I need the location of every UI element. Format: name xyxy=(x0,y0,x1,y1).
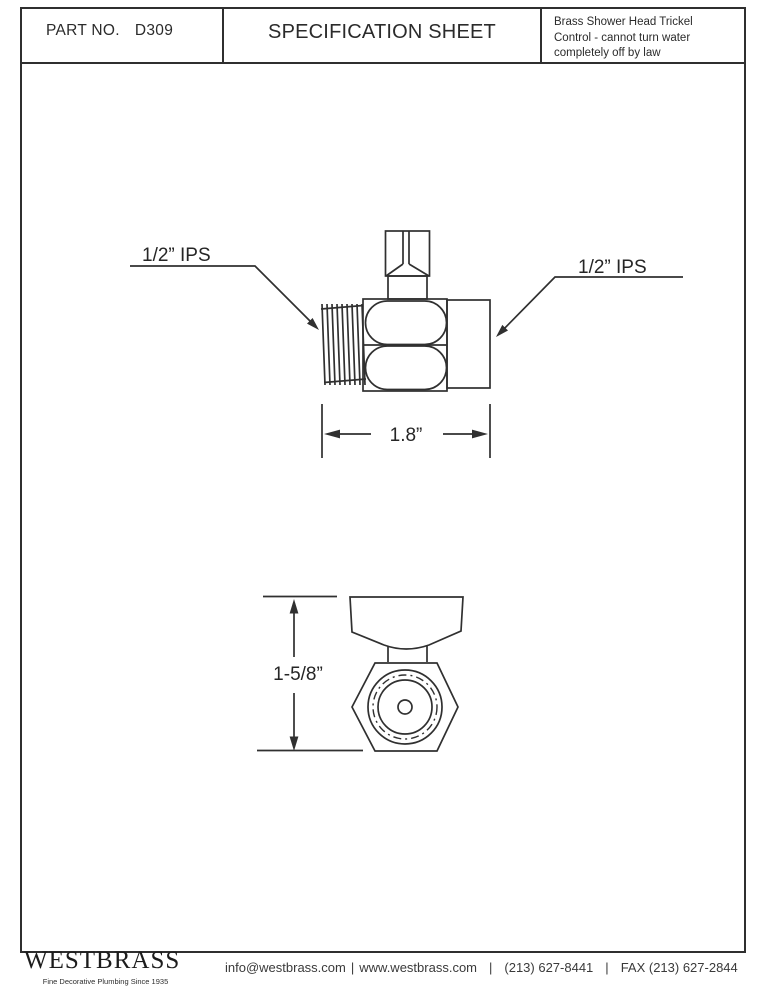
height-arrow-down xyxy=(290,737,299,752)
height-dimension-label: 1-5/8” xyxy=(273,664,323,685)
stem-detail-lines xyxy=(386,231,429,276)
left-leader-line xyxy=(130,266,316,327)
face-inner-circle xyxy=(378,680,432,734)
contact-phone: (213) 627-8441 xyxy=(504,960,594,975)
right-leader-line xyxy=(498,277,683,335)
brand-tagline: Fine Decorative Plumbing Since 1935 xyxy=(42,977,169,986)
contact-line xyxy=(225,960,738,975)
width-arrow-left xyxy=(324,430,340,439)
left-port-label: 1/2” IPS xyxy=(142,245,211,266)
handle-outline xyxy=(350,597,463,649)
face-thread-circle xyxy=(373,675,437,739)
outlet-block xyxy=(447,300,490,388)
part-number-value: D309 xyxy=(134,22,174,39)
contact-website: www.westbrass.com xyxy=(359,960,477,975)
face-outer-circle xyxy=(368,670,442,744)
contact-separator: | xyxy=(605,960,609,975)
face-orifice-circle xyxy=(398,700,412,714)
contact-email: info@westbrass.com xyxy=(225,960,346,975)
width-dimension-label: 1.8” xyxy=(389,425,423,446)
contact-fax: FAX (213) 627-2844 xyxy=(620,960,738,975)
contact-separator: | xyxy=(350,960,355,975)
body-capsule-bottom xyxy=(366,346,447,390)
width-arrow-right xyxy=(472,430,488,439)
brand-logo: WESTBRASS xyxy=(24,947,181,974)
height-arrow-up xyxy=(290,599,299,614)
sheet-title: SPECIFICATION SHEET xyxy=(268,21,496,43)
right-port-label: 1/2” IPS xyxy=(578,257,647,278)
contact-separator: | xyxy=(489,960,493,975)
body-capsule-top xyxy=(366,301,447,345)
product-description: Brass Shower Head Trickel Control - cannot turn water completely off by law xyxy=(554,16,693,59)
thread-lines xyxy=(322,304,365,385)
stem-neck xyxy=(388,276,427,299)
stem-outline xyxy=(386,231,430,276)
part-number-label: PART NO. xyxy=(46,22,120,39)
